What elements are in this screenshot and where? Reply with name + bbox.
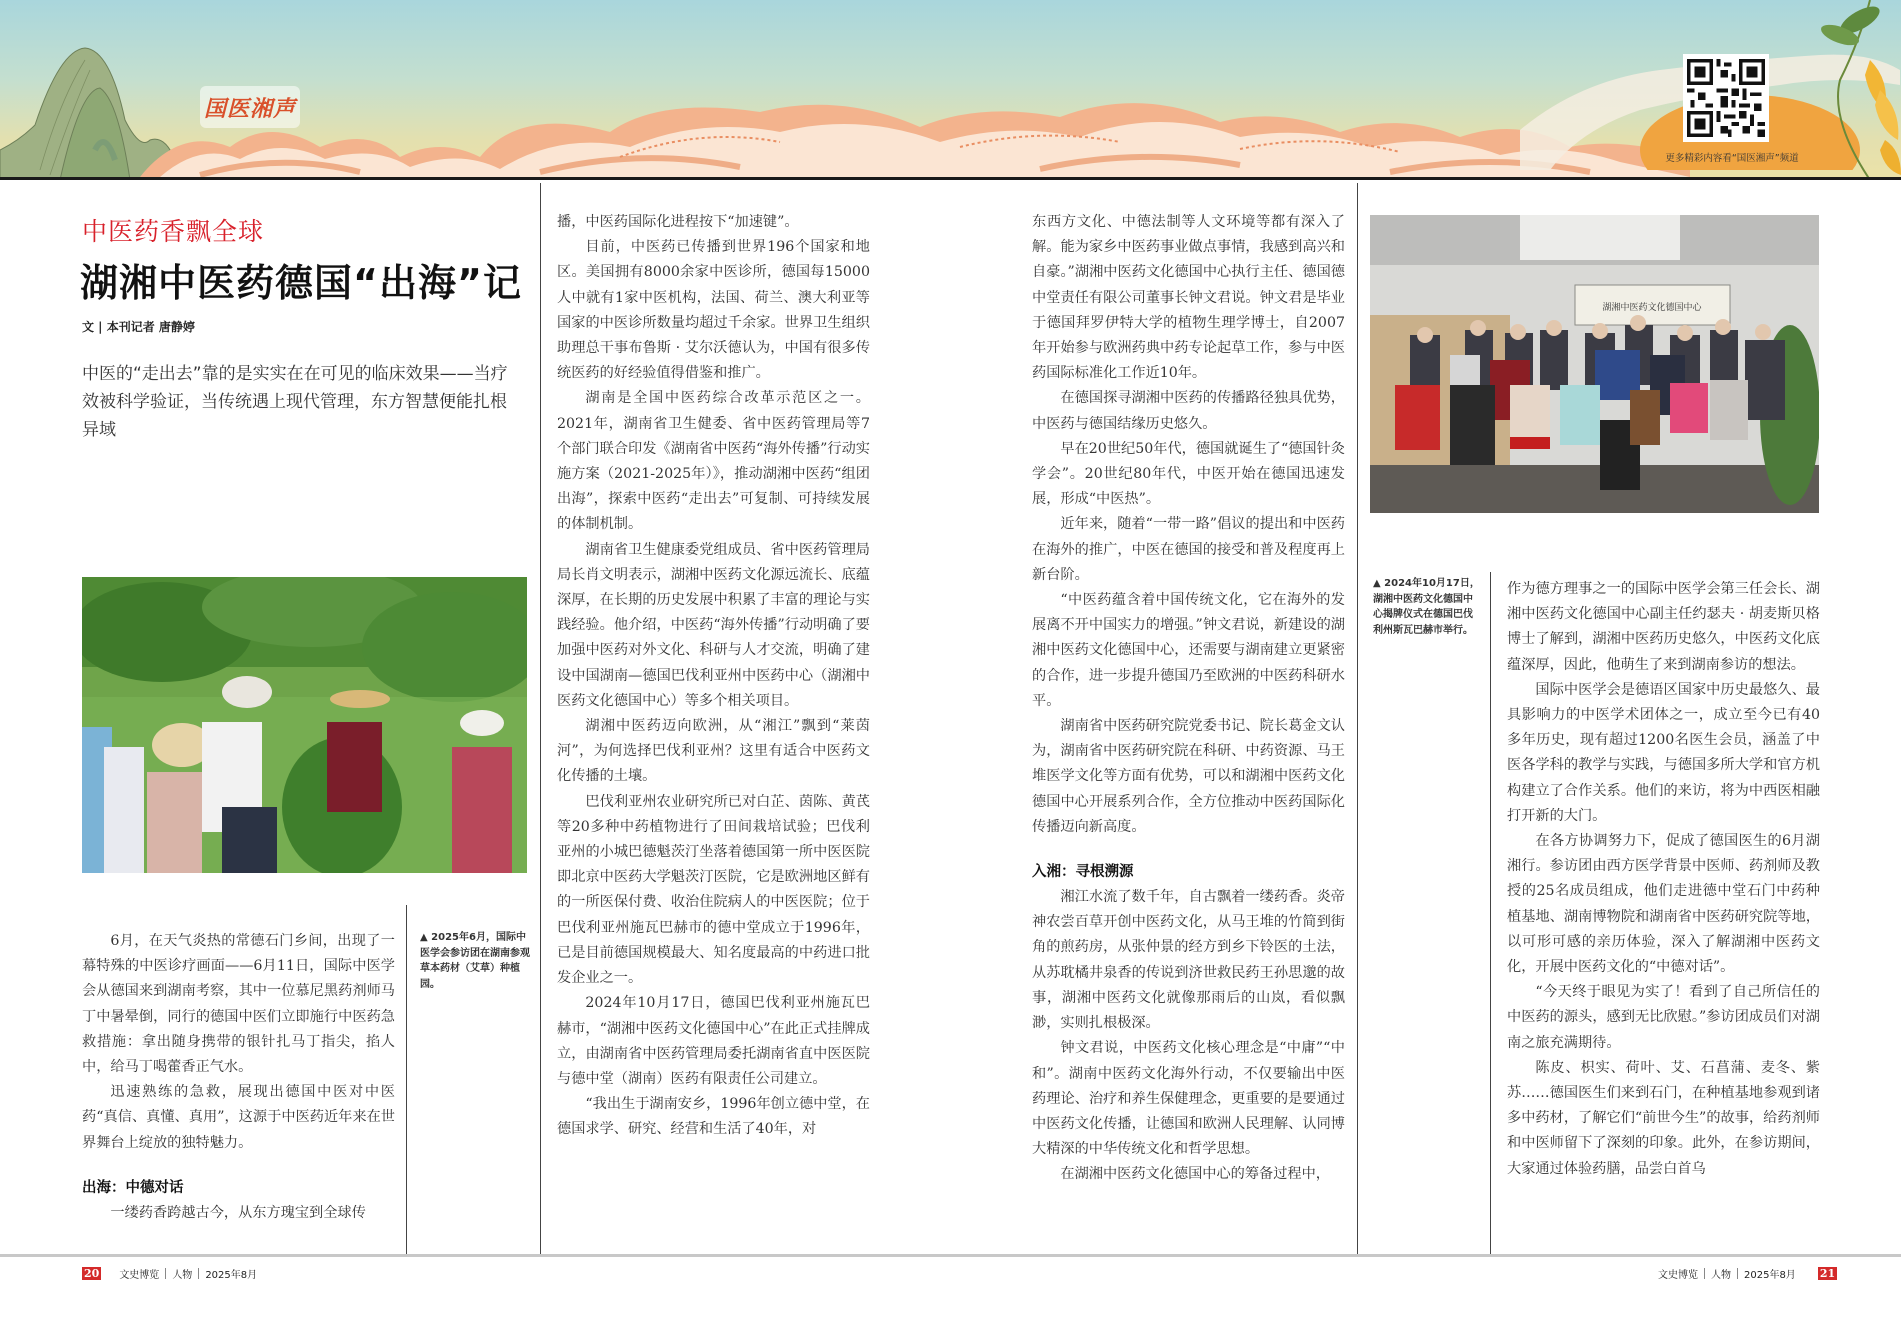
page-number-left: 20 xyxy=(84,1267,100,1280)
paragraph: 东西方文化、中德法制等人文环境等都有深入了解。能为家乡中医药事业做点事情，我感到高兴和自豪。”湖湘中医药文化德国中心执行主任、德国德中堂责任有限公司董事长钟文君说。钟文君是毕业于德国拜罗伊特大学的植物生理学博士，自2007年开始参与欧洲药典中药专论起草工作，参与中医药国际标准化工作近10年。 xyxy=(1032,214,1345,382)
paragraph: 迅速熟练的急救，展现出德国中医对中医药“真信、真懂、真用”，这源于中医药近年来在世界舞台上绽放的独特魅力。 xyxy=(82,1084,395,1151)
footer-separator xyxy=(1737,1268,1738,1279)
paragraph: 在各方协调努力下，促成了德国医生的6月湖湘行。参访团由西方医学背景中医师、药剂师及教授的25名成员组成，他们走进德中堂石门中药种植基地、湖南博物院和湖南省中医药研究院等地，以可形可感的亲历体验，深入了解湖湘中医药文化，开展中医药文化的“中德对话”。 xyxy=(1507,833,1820,976)
paragraph: 湖南是全国中医药综合改革示范区之一。2021年，湖南省卫生健委、省中医药管理局等7个部门联合印发《湖南省中医药“海外传播”行动实施方案（2021-2025年）》，推动湖湘中医药“组团出海”，探索中医药“走出去”可复制、可持续发展的体制机制。 xyxy=(557,390,870,533)
article-byline: 文 | 本刊记者 唐静婷 xyxy=(82,320,195,334)
footer-issue: 2025年8月 xyxy=(1744,1270,1796,1281)
paragraph: “今天终于眼见为实了！看到了自己所信任的中医药的源头，感到无比欣慰。”参访团成员们对湖南之旅充满期待。 xyxy=(1507,984,1820,1051)
bottom-rule xyxy=(0,1254,1901,1257)
column-logo: 国医湘声 xyxy=(200,86,300,128)
herb-field-photo xyxy=(82,577,527,873)
paragraph: 巴伐利亚州农业研究所已对白芷、茵陈、黄芪等20多种中药植物进行了田间栽培试验；巴伐利亚州的小城巴德魁茨汀坐落着德国第一所中医医院即北京中医药大学魁茨汀医院，它是欧洲地区鲜有的一所医保付费、收治住院病人的中医医院；位于巴伐利亚州施瓦巴赫市的德中堂成立于1996年，已是目前德国规模最大、知名度最高的中药进口批发企业之一。 xyxy=(557,793,870,987)
paragraph: 目前，中医药已传播到世界196个国家和地区。美国拥有8000余家中医诊所，德国每15000人中就有1家中医机构，法国、荷兰、澳大利亚等国家的中医诊所数量均超过千余家。世界卫生组织助理总干事布鲁斯 · 艾尔沃德认为，中国有很多传统医药的好经验值得借鉴和推广。 xyxy=(557,239,870,382)
cloud-pattern xyxy=(140,87,1690,177)
footer-section: 人物 xyxy=(1711,1270,1731,1281)
paragraph: “我出生于湖南安乡，1996年创立德中堂，在德国求学、研究、经营和生活了40年，对 xyxy=(557,1096,870,1138)
footer-separator xyxy=(1704,1268,1705,1279)
herb-field-caption: ▲ 2025年6月，国际中医学会参访团在湖南参观草本药材（艾草）种植园。 xyxy=(420,932,530,990)
body-column-2 xyxy=(557,210,870,1143)
paragraph: 钟文君说，中医药文化核心理念是“中庸”“中和”。湖南中医药文化海外行动，不仅要输出中医药理论、治疗和养生保健理念，更重要的是要通过中医药文化传播，让德国和欧洲人民理解、认同博大精深的中华传统文化和哲学思想。 xyxy=(1032,1040,1345,1158)
paragraph: 作为德方理事之一的国际中医学会第三任会长、湖湘中医药文化德国中心副主任约瑟夫 · 胡麦斯贝格博士了解到，湖湘中医药历史悠久，中医药文化底蕴深厚，因此，他萌生了来到湖南参访的想法。 xyxy=(1507,581,1820,673)
footer-right xyxy=(1658,1266,1837,1281)
paragraph: 在德国探寻湖湘中医药的传播路径独具优势，中医药与德国结缘历史悠久。 xyxy=(1032,390,1345,432)
column-divider-left-caption xyxy=(406,905,407,1254)
paragraph: 播，中医药国际化进程按下“加速键”。 xyxy=(557,214,799,230)
body-column-4 xyxy=(1507,577,1820,1182)
paragraph: 湖南省中医药研究院党委书记、院长葛金文认为，湖南省中医药研究院在科研、中药资源、马王堆医学文化等方面有优势，可以和湖湘中医药文化德国中心开展系列合作，全方位推动中医药国际化传播迈向新高度。 xyxy=(1032,718,1345,835)
paragraph: 湖湘中医药迈向欧洲，从“湘江”飘到“莱茵河”，为何选择巴伐利亚州？这里有适合中医药文化传播的土壤。 xyxy=(557,718,870,785)
body-column-3 xyxy=(1032,210,1345,1188)
footer-magazine: 文史博览 xyxy=(1658,1270,1698,1281)
paragraph: 2024年10月17日，德国巴伐利亚州施瓦巴赫市，“湖湘中医药文化德国中心”在此正式挂牌成立，由湖南省中医药管理局委托湖南省直中医医院与德中堂（湖南）医药有限责任公司建立。 xyxy=(557,995,870,1087)
footer-magazine: 文史博览 xyxy=(119,1270,160,1281)
article-kicker: 中医药香飘全球 xyxy=(82,217,265,246)
group-photo-caption: ▲ 2024年10月17日，湖湘中医药文化德国中心揭牌仪式在德国巴伐利州斯瓦巴赫市举行。 xyxy=(1373,578,1480,636)
footer-left xyxy=(82,1266,257,1281)
paragraph: 湘江水流了数千年，自古飘着一缕药香。炎帝神农尝百草开创中医药文化，从马王堆的竹简到街角的煎药房，从张仲景的经方到乡下铃医的土法，从苏耽橘井泉香的传说到济世救民药王孙思邈的故事，湖湘中医药文化就像那雨后的山岚，看似飘渺，实则扎根极深。 xyxy=(1032,889,1345,1032)
footer-separator xyxy=(165,1268,166,1279)
paragraph: “中医药蕴含着中国传统文化，它在海外的发展离不开中国实力的增强。”钟文君说，新建设的湖湘中医药文化德国中心，还需要与湖南建立更紧密的合作，进一步提升德国乃至欧洲的中医药科研水平。 xyxy=(1032,592,1345,709)
paragraph: 在湖湘中医药文化德国中心的筹备过程中， xyxy=(1060,1166,1330,1183)
section-heading: 出海：中德对话 xyxy=(82,1179,184,1196)
article-deck: 中医的“走出去”靠的是实实在在可见的临床效果——当疗效被科学验证，当传统遇上现代管理，东方智慧便能扎根异域 xyxy=(82,364,508,440)
paragraph: 一缕药香跨越古今，从东方瑰宝到全球传 xyxy=(110,1204,366,1221)
footer-section: 人物 xyxy=(172,1270,193,1281)
column-divider-right-page xyxy=(1357,183,1358,1254)
qr-code[interactable] xyxy=(1683,54,1769,142)
article-headline: 湖湘中医药德国“出海”记 xyxy=(80,261,522,305)
section-heading: 入湘：寻根溯源 xyxy=(1032,864,1134,881)
footer-issue: 2025年8月 xyxy=(205,1270,258,1281)
qr-caption: 更多精彩内容看“国医湘声”频道 xyxy=(1665,153,1799,164)
svg-text:湖湘中医药文化德国中心: 湖湘中医药文化德国中心 xyxy=(1602,303,1702,313)
header-banner xyxy=(0,0,1901,180)
paragraph: 早在20世纪50年代，德国就诞生了“德国针灸学会”。20世纪80年代，中医开始在德国迅速发展，形成“中医热”。 xyxy=(1032,440,1345,508)
footer-separator xyxy=(198,1268,199,1279)
paragraph: 6月，在天气炎热的常德石门乡间，出现了一幕特殊的中医诊疗画面——6月11日，国际中医学会从德国来到湖南考察，其中一位慕尼黑药剂师马丁中暑晕倒，同行的德国中医们立即施行中医药急救措施：拿出随身携带的银针扎马丁指尖，掐人中，给马丁喝藿香正气水。 xyxy=(82,933,395,1076)
paragraph: 近年来，随着“一带一路”倡议的提出和中医药在海外的推广，中医在德国的接受和普及程度再上新台阶。 xyxy=(1032,516,1345,583)
paragraph: 国际中医学会是德语区国家中历史最悠久、最具影响力的中医学术团体之一，成立至今已有40多年历史，现有超过1200名医生会员，涵盖了中医各学科的教学与实践，与德国多所大学和官方机构建立了合作关系。他们的来访，将为中西医相融打开新的大门。 xyxy=(1507,681,1820,824)
column-divider-right-caption xyxy=(1490,572,1491,1254)
body-column-1 xyxy=(82,929,395,1226)
paragraph: 陈皮、枳实、荷叶、艾、石菖蒲、麦冬、紫苏……德国医生们来到石门，在种植基地参观到诸多中药材，了解它们“前世今生”的故事，给药剂师和中医师留下了深刻的印象。此外，在参访期间，大家通过体验药膳，品尝白首乌 xyxy=(1507,1059,1820,1177)
column-divider-left-page xyxy=(540,183,541,1254)
page-number-right: 21 xyxy=(1819,1267,1836,1280)
paragraph: 湖南省卫生健康委党组成员、省中医药管理局局长肖文明表示，湖湘中医药文化源远流长、底蕴深厚，在长期的历史发展中积累了丰富的理论与实践经验。他介绍，中医药“海外传播”行动明确了要加强中医药对外文化、科研与人才交流，明确了建设中国湖南—德国巴伐利亚州中医药中心（湖湘中医药文化德国中心）等多个相关项目。 xyxy=(557,541,870,709)
qr-code-icon xyxy=(1687,58,1765,138)
group-photo xyxy=(1370,215,1819,513)
